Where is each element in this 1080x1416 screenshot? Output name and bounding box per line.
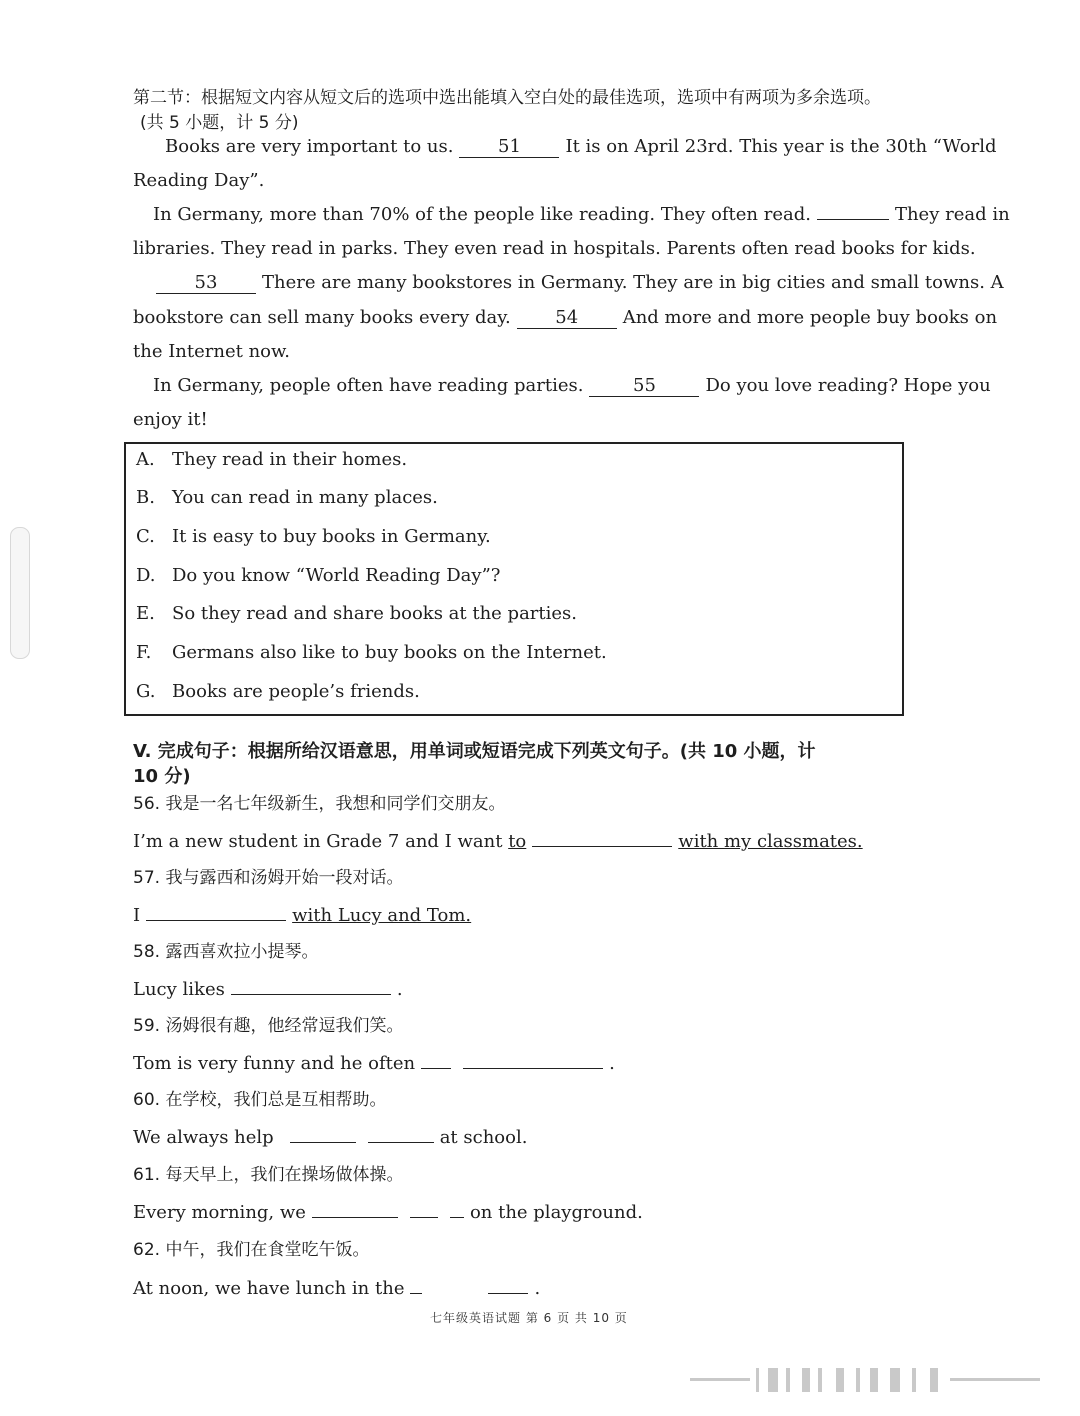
q62-english: At noon, we have lunch in the . (133, 1278, 541, 1299)
blank-51[interactable]: 51 (459, 137, 559, 158)
barcode-watermark (690, 1368, 1050, 1392)
passage-line-1: Books are very important to us. 51 It is on April 23rd. This year is the 30th “World (165, 136, 997, 157)
blank-53[interactable]: 53 (156, 273, 256, 294)
option-g: G. Books are people’s friends. (136, 681, 420, 702)
q60-blank-1[interactable] (290, 1142, 356, 1143)
q59-blank-1[interactable] (421, 1068, 451, 1069)
q61-blank-2[interactable] (410, 1217, 438, 1218)
blank-55[interactable]: 55 (589, 376, 699, 397)
q61-blank-1[interactable] (312, 1217, 398, 1218)
passage-line-8: In Germany, people often have reading parties. 55 Do you love reading? Hope you (153, 375, 991, 396)
option-a: A. They read in their homes. (136, 449, 408, 470)
q61-chinese: 61. 每天早上，我们在操场做体操。 (133, 1165, 404, 1185)
passage-line-7: the Internet now. (133, 341, 291, 362)
q57-english: I with Lucy and Tom. (133, 905, 472, 926)
section2-note: (共 5 小题，计 5 分) (140, 113, 299, 133)
q59-chinese: 59. 汤姆很有趣，他经常逗我们笑。 (133, 1016, 404, 1036)
section5-heading: V. 完成句子：根据所给汉语意思，用单词或短语完成下列英文句子。(共 10 小题，计 (133, 741, 816, 762)
option-d: D. Do you know “World Reading Day”? (136, 565, 501, 586)
option-c: C. It is easy to buy books in Germany. (136, 526, 491, 547)
q61-english: Every morning, we on the playground. (133, 1202, 643, 1223)
option-f: F. Germans also like to buy books on the Internet. (136, 642, 607, 663)
q59-english: Tom is very funny and he often . (133, 1053, 615, 1074)
section2-heading: 第二节：根据短文内容从短文后的选项中选出能填入空白处的最佳选项，选项中有两项为多余选项。 (133, 88, 881, 108)
q56-english: I’m a new student in Grade 7 and I want to with my classmates. (133, 831, 863, 852)
q58-chinese: 58. 露西喜欢拉小提琴。 (133, 942, 319, 962)
q60-english: We always help at school. (133, 1127, 528, 1148)
passage-line-3: In Germany, more than 70% of the people like reading. They often read. They read in (153, 204, 1010, 225)
passage-line-2: Reading Day”. (133, 170, 265, 191)
q58-english: Lucy likes . (133, 979, 403, 1000)
blank-54[interactable]: 54 (517, 308, 617, 329)
q56-chinese: 56. 我是一名七年级新生，我想和同学们交朋友。 (133, 794, 506, 814)
scroll-indicator[interactable] (10, 527, 30, 659)
q60-chinese: 60. 在学校，我们总是互相帮助。 (133, 1090, 387, 1110)
passage-line-6: bookstore can sell many books every day. 54 And more and more people buy books on (133, 307, 998, 328)
q62-blank-1[interactable] (410, 1293, 422, 1294)
q62-blank-2[interactable] (488, 1293, 528, 1294)
q59-blank-2[interactable] (463, 1068, 603, 1069)
q62-chinese: 62. 中午，我们在食堂吃午饭。 (133, 1240, 370, 1260)
q57-chinese: 57. 我与露西和汤姆开始一段对话。 (133, 868, 404, 888)
q56-blank[interactable] (532, 846, 672, 847)
q57-blank[interactable] (146, 920, 286, 921)
q58-blank[interactable] (231, 994, 391, 995)
q60-blank-2[interactable] (368, 1142, 434, 1143)
blank-52[interactable] (817, 219, 889, 220)
option-e: E. So they read and share books at the parties. (136, 603, 578, 624)
passage-line-4: libraries. They read in parks. They even read in hospitals. Parents often read books for kids. (133, 238, 976, 259)
passage-line-9: enjoy it! (133, 409, 208, 430)
page-footer: 七年级英语试题 第 6 页 共 10 页 (430, 1311, 628, 1325)
section5-heading-cont: 10 分) (133, 766, 191, 787)
option-b: B. You can read in many places. (136, 487, 438, 508)
passage-line-5: 53 There are many bookstores in Germany. They are in big cities and small towns. A (150, 271, 1004, 295)
options-box (124, 442, 904, 716)
q61-blank-3[interactable] (450, 1217, 464, 1218)
